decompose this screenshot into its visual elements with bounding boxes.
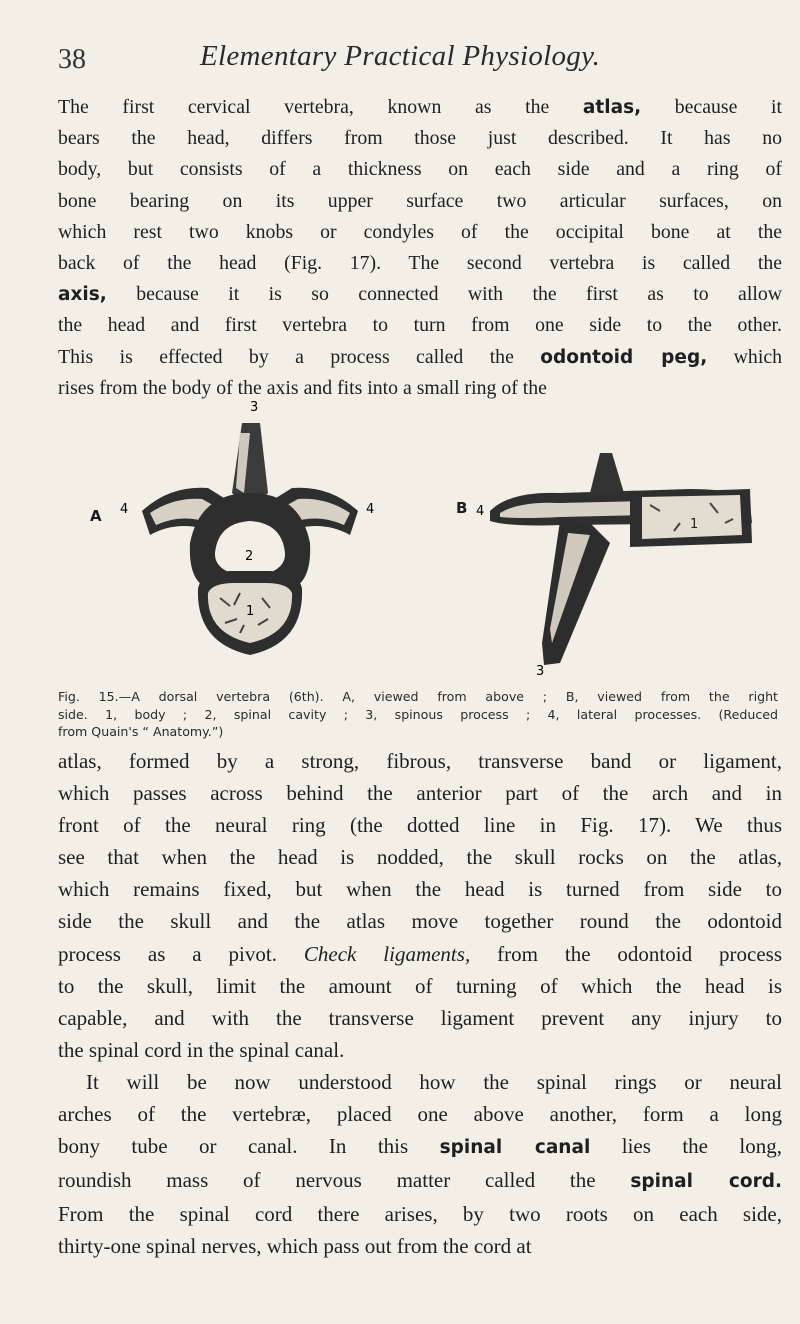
key-term: spinal canal [439, 1137, 591, 1159]
text-run: front of the neural ring (the dotted line in Fig. 17). We thus [58, 813, 782, 838]
key-term: odontoid peg, [540, 346, 708, 368]
text-run: to the skull, limit the amount of turning of which the head is [58, 973, 782, 998]
caption-line: side. 1, body ; 2, spinal cavity ; 3, spinous process ; 4, lateral processes. (Reduced [58, 706, 778, 722]
text-run: rises from the body of the axis and fits into a small ring of the [58, 376, 547, 399]
text-line [58, 905, 782, 937]
text-run: which rest two knobs or condyles of the occipital bone at the [58, 220, 782, 243]
fig-number-2: 2 [245, 549, 254, 564]
text-run: because it [641, 96, 782, 118]
text-run: bony tube or canal. In this [58, 1134, 440, 1159]
key-term: spinal cord. [630, 1171, 782, 1193]
text-run: which passes across behind the anterior part of the arch and in [58, 781, 782, 806]
text-line [58, 970, 782, 1002]
text-run: The first cervical vertebra, known as the [58, 96, 583, 118]
text-line [58, 938, 782, 970]
text-line [58, 248, 782, 279]
key-term: atlas, [582, 97, 642, 118]
text-line [58, 1198, 782, 1230]
text-run: capable, and with the transverse ligament prevent any injury to [58, 1005, 782, 1030]
text-line [58, 1130, 782, 1164]
text-run: thirty-one spinal nerves, which pass out from the cord at [58, 1234, 532, 1259]
text-run: arches of the vertebræ, placed one above another, form a long [58, 1102, 782, 1127]
fig-number-4-b: 4 [476, 504, 485, 519]
text-line [58, 1098, 782, 1130]
text-run: process as a pivot. [58, 941, 304, 966]
text-line [58, 123, 782, 154]
fig-number-4-a-left: 4 [120, 502, 129, 517]
fig-number-1-a: 1 [246, 604, 255, 619]
text-line [58, 873, 782, 905]
caption-line: from Quain's “ Anatomy.”) [58, 724, 224, 739]
text-line [58, 1230, 782, 1262]
text-run: lies the long, [590, 1134, 783, 1159]
text-line [58, 1066, 782, 1098]
paragraph-2 [58, 745, 782, 1263]
text-run: from the odontoid process [470, 941, 783, 966]
text-run: side the skull and the atlas move together round the odontoid [58, 909, 782, 934]
fig-number-3-a: 3 [250, 400, 259, 415]
text-line [58, 310, 782, 341]
text-run: atlas, formed by a strong, fibrous, transverse band or ligament, [58, 749, 782, 773]
text-run: which remains fixed, but when the head is turned from side to [58, 877, 782, 902]
figure-label-a: A [90, 507, 102, 525]
svg-text:1: 1 [690, 517, 699, 532]
vertebra-view-b [490, 453, 752, 665]
text-run: because it is so connected with the first as to allow [106, 283, 782, 306]
text-line [58, 279, 782, 310]
emphasis: Check ligaments, [303, 941, 471, 966]
text-line [58, 1002, 782, 1034]
text-line [58, 777, 782, 809]
text-run: bone bearing on its upper surface two articular surfaces, on [58, 189, 782, 212]
text-line [58, 1164, 782, 1198]
text-line [58, 809, 782, 841]
text-run: bears the head, differs from those just described. It has no [58, 127, 782, 150]
text-run: back of the head (Fig. 17). The second vertebra is called the [58, 252, 782, 275]
vertebra-illustration [90, 393, 790, 683]
text-line [58, 841, 782, 873]
text-line [58, 745, 782, 777]
figure-caption [58, 688, 778, 741]
fig-number-3-b: 3 [536, 664, 545, 679]
text-run: roundish mass of nervous matter called the [58, 1168, 631, 1193]
text-line [58, 154, 782, 185]
running-title: Elementary Practical Physiology. [200, 40, 601, 72]
text-run: It will be now understood how the spinal rings or neural [86, 1069, 782, 1094]
text-line [58, 342, 782, 373]
text-line [58, 186, 782, 217]
text-run: body, but consists of a thickness on each side and a ring of [58, 158, 782, 181]
figure [90, 393, 790, 683]
text-run: see that when the head is nodded, the skull rocks on the atlas, [58, 845, 782, 870]
figure-label-b: B [456, 499, 468, 517]
text-run: From the spinal cord there arises, by two roots on each side, [58, 1202, 782, 1227]
text-run: the spinal cord in the spinal canal. [58, 1037, 345, 1062]
text-line [58, 92, 782, 123]
vertebra-view-a [142, 423, 358, 655]
caption-line: Fig. 15.—A dorsal vertebra (6th). A, viewed from above ; B, viewed from the right [58, 689, 778, 704]
fig-number-4-a-right: 4 [366, 502, 375, 517]
text-line [58, 1034, 782, 1066]
text-line [58, 217, 782, 248]
page-number: 38 [58, 44, 86, 75]
text-run: This is effected by a process called the [58, 345, 541, 368]
paragraph-1 [58, 92, 782, 404]
key-term: axis, [58, 284, 107, 306]
text-run: which [707, 345, 782, 368]
text-run: the head and first vertebra to turn from one side to the other. [58, 314, 782, 337]
